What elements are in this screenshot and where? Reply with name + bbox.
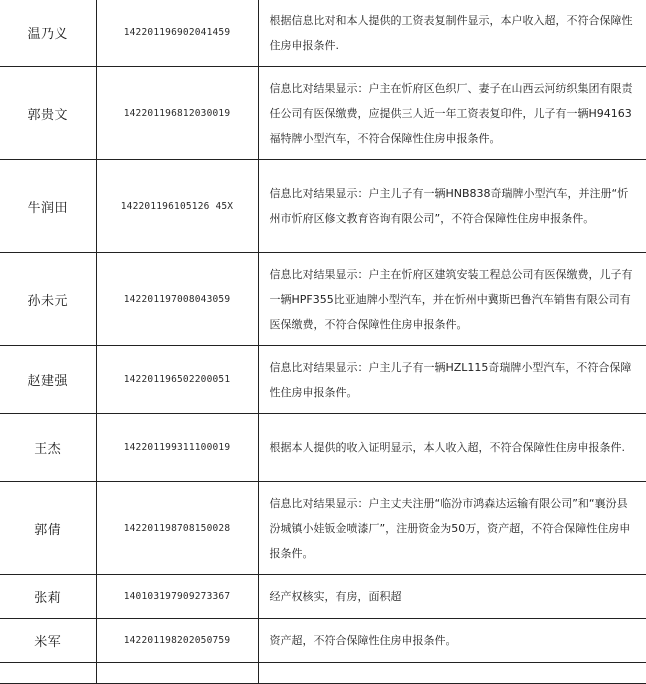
table-row [0,619,646,663]
review-result: 根据信息比对和本人提供的工资表复制件显示，本户收入超，不符合保障性住房申报条件. [258,0,646,67]
review-result: 信息比对结果显示：户主丈夫注册“临汾市鸿森达运输有限公司”和“襄汾县汾城镇小娃钣金喷漆厂”，注册资金为50万，资产超，不符合保障性住房申报条件。 [258,482,646,575]
id-number: 142201196502200051 [96,346,258,414]
applicant-name: 郭贵文 [0,67,96,160]
review-result: 信息比对结果显示：户主儿子有一辆HZL115奇瑞牌小型汽车，不符合保障性住房申报条件。 [258,346,646,414]
applicant-name: 牛润田 [0,160,96,253]
table-row [0,346,646,414]
applicant-name: 温乃义 [0,0,96,67]
review-result: 根据本人提供的收入证明显示，本人收入超，不符合保障性住房申报条件. [258,414,646,482]
id-number: 142201196105126 45X [96,160,258,253]
table-row [0,160,646,253]
review-result: 信息比对结果显示：户主在忻府区色织厂、妻子在山西云河纺织集团有限责任公司有医保缴费，应提供三人近一年工资表复印件，儿子有一辆H94163福特牌小型汽车，不符合保障性住房申报条件。 [258,67,646,160]
review-result: 资产超，不符合保障性住房申报条件。 [258,619,646,663]
review-result: 经产权核实，有房，面积超 [258,575,646,619]
review-result: 信息比对结果显示：户主在忻府区建筑安装工程总公司有医保缴费，儿子有一辆HPF355比亚迪牌小型汽车，并在忻州中冀斯巴鲁汽车销售有限公司有医保缴费，不符合保障性住房申报条件。 [258,253,646,346]
id-number: 142201199311100019 [96,414,258,482]
table-row [0,663,646,684]
id-number: 140103197909273367 [96,575,258,619]
table-row [0,482,646,575]
table-row [0,253,646,346]
applicant-name: 郭倩 [0,482,96,575]
id-number: 142201196902041459 [96,0,258,67]
applicant-name: 米军 [0,619,96,663]
table-row [0,67,646,160]
table-row [0,414,646,482]
id-number: 142201197008043059 [96,253,258,346]
applicant-name: 王杰 [0,414,96,482]
applicant-name: 赵建强 [0,346,96,414]
table-row [0,0,646,67]
applicant-name [0,663,96,684]
applicant-name: 张莉 [0,575,96,619]
id-number [96,663,258,684]
review-result: 信息比对结果显示：户主儿子有一辆HNB838奇瑞牌小型汽车，并注册“忻州市忻府区修文教育咨询有限公司”，不符合保障性住房申报条件。 [258,160,646,253]
review-result [258,663,646,684]
id-number: 142201196812030019 [96,67,258,160]
id-number: 142201198708150028 [96,482,258,575]
applicant-name: 孙未元 [0,253,96,346]
id-number: 142201198202050759 [96,619,258,663]
table-row [0,575,646,619]
